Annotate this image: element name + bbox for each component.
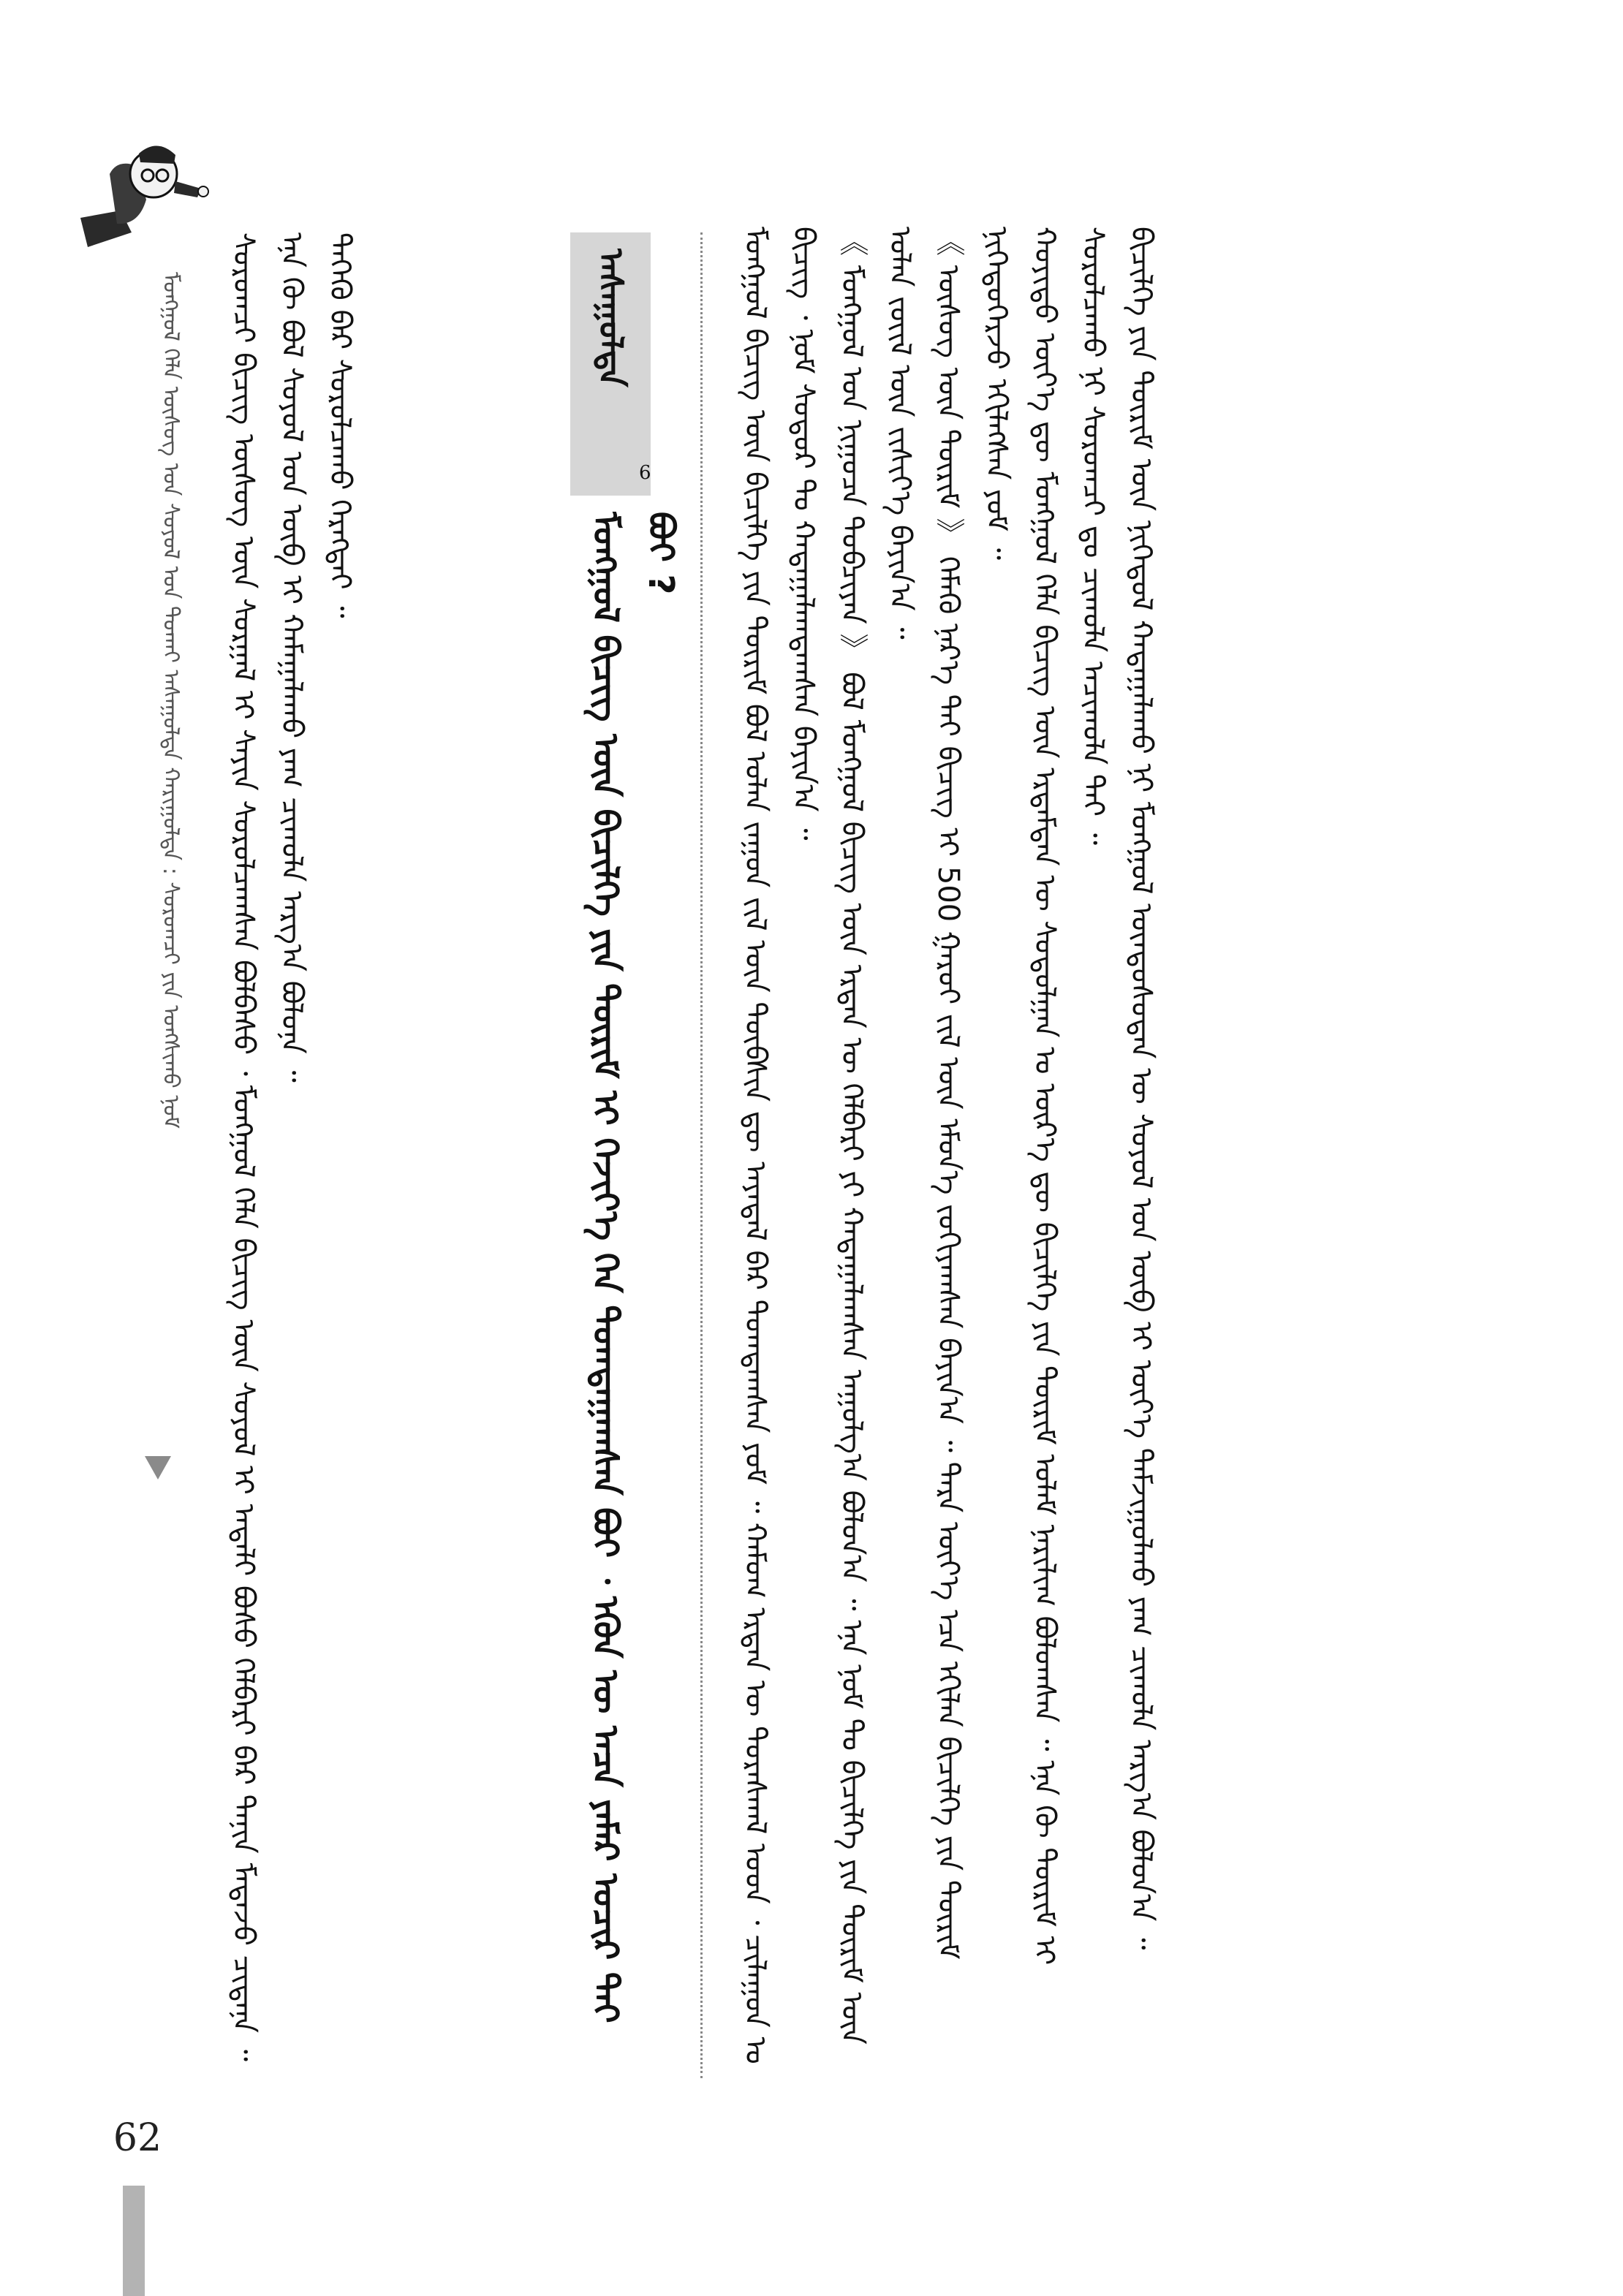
answer-paragraph: 《 ᠦᠰᠦᠭ ᠦᠨ ᠳᠦᠷᠢᠮ 》 ᠬᠡᠮᠡᠬᠦ ᠨᠡᠷ᠎ᠡ ᠲᠠᠢ ᠪᠢᠴᠢᠭ ᠢ 500 ᠭᠠᠷᠤᠢ ᠵᠢᠯ ᠦᠨ ᠡᠮᠦᠨ᠎ᠡ ᠵᠣᠬᠢᠶᠠᠭᠰᠠᠨ ᠪᠠᠶᠢᠨ᠎ᠠ ᠃ ᠲᠡᠷᠡ ᠦᠶ᠎ᠡ ᠡᠴᠡ ᠡᠬᠢᠯᠡᠨ ᠪᠢᠴᠢᠯᠭᠡ ᠶᠢᠨ ᠳᠦᠷᠢᠮ ᠨᠢᠭᠡᠳᠦᠭᠡᠷᠵᠦ ᠡᠬᠢᠯᠡᠭᠰᠡᠨ ᠶᠤᠮ ᠃ bbox=[931, 227, 1013, 1960]
student-mascot-illustration bbox=[66, 130, 212, 265]
answer-paragraph: ᠮᠣᠩᠭᠣᠯ ᠪᠢᠴᠢᠭ ᠦᠨ ᠪᠢᠴᠢᠯᠭᠡ ᠶᠢᠨ ᠳᠦᠷᠢᠮ ᠪᠣᠯ ᠣᠯᠠᠨ ᠵᠠᠭᠤᠨ ᠵᠢᠯ ᠦᠨ ᠲᠦᠪᠰᠢᠨ ᠳᠦ ᠠᠶᠠᠳᠠᠯ ᠪᠡᠷ ᠲᠣᠭᠲᠠᠭᠰᠠᠨ ᠶᠤᠮ ᠃ ᠬᠠᠮᠤᠭ ᠡᠷᠲᠡᠨ ᠦ ᠳᠤᠷᠠᠰᠬᠠᠯ ᠤᠳ ᠂ ᠴᠢᠯᠠᠭᠤᠨ ᠤ ᠪᠢᠴᠢᠭ ᠂ ᠨᠣᠮ ᠰᠤᠳᠤᠷ ᠲᠤ ᠬᠠᠳᠠᠭᠠᠯᠠᠭᠳᠠᠭᠰᠠᠨ ᠪᠠᠶᠢᠨ᠎ᠠ ᠃ bbox=[738, 227, 820, 2064]
running-header: ᠮᠣᠩᠭᠣᠯ ᠬᠡᠯᠡ ᠦᠰᠦᠭ ᠤᠨ ᠰᠣᠶᠣᠯ ᠤᠨ ᠲᠤᠬᠠᠢ ᠠᠰᠠᠭᠤᠯᠲᠠ ᠬᠠᠷᠢᠭᠤᠯᠲᠠ : ᠰᠤᠷᠤᠭᠴᠢ ᠶᠢᠨ ᠤᠩᠰᠢᠬᠤ ᠨᠣᠮ bbox=[158, 272, 184, 1129]
page-number: 62 bbox=[113, 2116, 162, 2160]
intro-text bbox=[219, 232, 512, 2067]
intro-paragraph: ᠡᠨᠡ ᠬᠦ ᠪᠣᠯ ᠰᠣᠶᠣᠯ ᠤᠨ ᠥᠪ ᠢ ᠬᠠᠮᠠᠭᠠᠯᠠᠬᠤ ᠶᠠᠭ ᠴᠢᠬᠤᠯᠠ ᠠᠷᠭ᠎ᠠ ᠪᠣᠯᠤᠨᠠ ᠃ bbox=[275, 232, 309, 1083]
answer-paragraph: 《 ᠮᠣᠩᠭᠣᠯ ᠤᠨ ᠨᠢᠭᠤᠴᠠ ᠲᠣᠪᠴᠢᠶᠠᠨ 》 ᠪᠣᠯ ᠮᠣᠩᠭᠣᠯ ᠪᠢᠴᠢᠭ ᠦᠨ ᠡᠷᠲᠡᠨ ᠦ ᠬᠡᠯᠪᠡᠷᠢ ᠶᠢ ᠬᠠᠳᠠᠭᠠᠯᠠᠭᠰᠠᠨ ᠠᠭᠤᠯᠭ᠎ᠠ ᠪᠣᠯᠤᠨ᠎ᠠ ᠃ ᠡᠨᠡ ᠨᠣᠮ ᠲᠤ ᠪᠢᠴᠢᠯᠭᠡ ᠶᠢᠨ ᠳᠦᠷᠢᠮ ᠦᠨ ᠣᠯᠠᠨ ᠵᠦᠢᠯ ᠦᠨ ᠵᠢᠱᠢᠶ᠎ᠡ ᠪᠠᠶᠢᠨ᠎ᠠ ᠃ bbox=[835, 227, 917, 2045]
question-number: 6 bbox=[639, 462, 651, 484]
answer-paragraph: ᠪᠢᠴᠢᠯᠭᠡ ᠶᠢᠨ ᠳᠦᠷᠢᠮ ᠦᠨ ᠨᠢᠭᠡᠳᠦᠯ ᠬᠠᠳᠠᠭᠠᠯᠠᠬᠤ ᠨᠢ ᠮᠣᠩᠭᠣᠯ ᠦᠨᠳᠦᠰᠦᠲᠡᠨ ᠦ ᠰᠣᠶᠣᠯ ᠤᠨ ᠥᠪ ᠢ ᠦᠶ᠎ᠡ ᠳᠠᠮᠵᠢᠭᠤᠯᠬᠤ ᠶᠠᠭ ᠴᠢᠬᠤᠯᠠ ᠠᠷᠭ᠎ᠠ ᠪᠣᠯᠤᠨ᠎ᠠ ᠃ bbox=[1124, 227, 1158, 1950]
answer-text bbox=[731, 227, 1404, 2083]
question-label: ᠠᠰᠠᠭᠤᠯᠲᠠ bbox=[591, 249, 631, 387]
question-text: ᠮᠣᠩᠭᠣᠯ ᠪᠢᠴᠢᠭ ᠦᠨ ᠪᠢᠴᠢᠯᠭᠡ ᠶᠢᠨ ᠳᠦᠷᠢᠮ ᠢ ᠬᠡᠵᠢᠶ᠎ᠡ ᠬᠡᠨ ᠲᠣᠭᠲᠠᠭᠠᠭᠰᠠᠨ ᠪᠤᠢ ᠂ ᠡᠭᠦᠨ ᠦ ᠠᠴᠠ ᠶᠠᠮᠠᠷ ᠤᠴᠢᠷ ᠲᠠᠢ ᠪᠤᠢ ? bbox=[585, 512, 681, 2023]
dotted-divider bbox=[700, 232, 703, 2078]
triangle-marker-icon bbox=[145, 1456, 171, 1479]
page-edge-tab bbox=[123, 2186, 145, 2296]
intro-paragraph: ᠲᠡᠭᠡᠬᠦ ᠪᠡᠷ ᠰᠤᠷᠤᠯᠴᠠᠬᠤ ᠬᠡᠷᠡᠭᠲᠡᠢ ᠃ bbox=[323, 232, 357, 618]
answer-paragraph: ᠬᠣᠶᠢᠲᠤ ᠦᠶ᠎ᠡ ᠳᠦ ᠮᠣᠩᠭᠣᠯ ᠬᠡᠯᠡ ᠪᠢᠴᠢᠭ ᠦᠨ ᠡᠷᠳᠡᠮᠲᠡᠨ ᠦ ᠰᠤᠳᠤᠯᠭᠠᠨ ᠤ ᠦᠷ᠎ᠡ ᠳᠦ ᠪᠢᠴᠢᠯᠭᠡ ᠶᠢᠨ ᠳᠦᠷᠢᠮ ᠤᠯᠠᠮ ᠨᠠᠷᠢᠯᠢᠭ ᠪᠣᠯᠤᠭᠰᠠᠨ ᠃ ᠡᠨᠡ ᠬᠦ ᠳᠦᠷᠢᠮ ᠢ ᠰᠤᠷᠤᠯᠴᠠᠬᠤ ᠨᠢ ᠰᠤᠷᠤᠭᠴᠢ ᠳᠤ ᠴᠢᠬᠤᠯᠠ ᠠᠴᠢᠬᠤᠯᠠ ᠲᠠᠢ ᠃ bbox=[1028, 227, 1110, 1966]
intro-paragraph: ᠰᠤᠷᠤᠭᠴᠢ ᠪᠢᠴᠢᠭ ᠦᠰᠦᠭ ᠦᠨ ᠰᠤᠷᠭᠠᠯ ᠢ ᠰᠠᠶᠢᠨ ᠰᠤᠷᠤᠯᠴᠠᠭᠰᠠᠨ ᠪᠣᠯᠪᠠᠰᠤ ᠂ ᠮᠣᠩᠭᠣᠯ ᠬᠡᠯᠡ ᠪᠢᠴᠢᠭ ᠦᠨ ᠰᠣᠶᠣᠯ ᠢ ᠠᠳᠠᠯᠢ ᠪᠤᠰᠤ ᠬᠡᠯᠪᠡᠷᠢ ᠪᠡᠷ ᠲᠠᠨᠢᠨ ᠮᠡᠳᠡᠵᠦ ᠴᠢᠳᠠᠨᠠ ᠃ bbox=[227, 232, 260, 2062]
